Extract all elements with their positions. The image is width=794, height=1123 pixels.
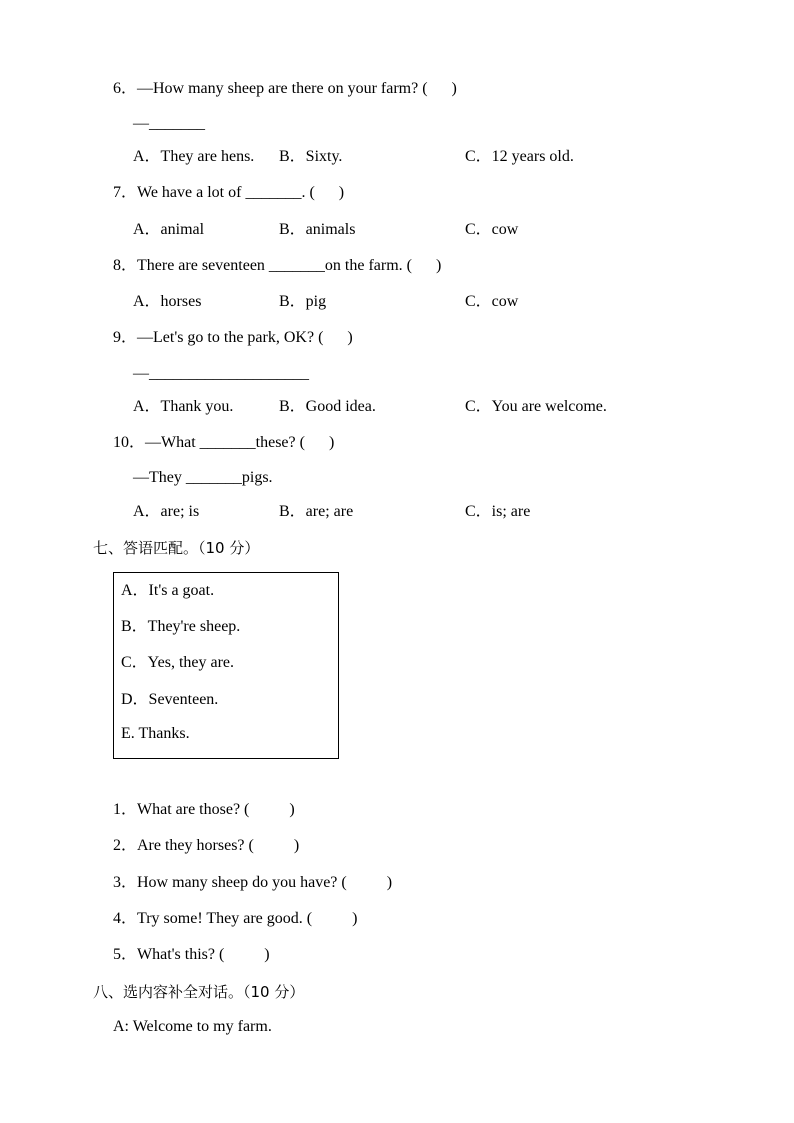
question-7-stem: 7．We have a lot of _______. ( ) [113,184,345,201]
question-9-reply: —____________________ [133,365,309,382]
question-10-stem: 10．—What _______these? ( ) [113,434,335,451]
question-9-option-b: B．Good idea. [279,398,376,415]
question-6-stem: 6．—How many sheep are there on your farm? ( ) [113,80,457,97]
question-9-option-c: C．You are welcome. [465,398,607,415]
question-9-stem: 9．—Let's go to the park, OK? ( ) [113,329,353,346]
box-option-b: B．They're sheep. [121,618,241,635]
question-8-stem: 8．There are seventeen _______on the farm. ( ) [113,257,442,274]
section-7-heading: 七、答语匹配。（10 分） [93,539,260,557]
match-item-4: 4．Try some! They are good. ( ) [113,910,358,927]
question-6-option-b: B．Sixty. [279,148,343,165]
question-7-option-c: C．cow [465,221,519,238]
question-10-option-c: C．is; are [465,503,531,520]
question-9-option-a: A．Thank you. [133,398,234,415]
question-6-option-a: A．They are hens. [133,148,255,165]
match-item-1: 1．What are those? ( ) [113,801,295,818]
dialogue-line-1: A: Welcome to my farm. [113,1018,272,1035]
box-option-d: D．Seventeen. [121,691,219,708]
match-item-2: 2．Are they horses? ( ) [113,837,300,854]
question-10-option-a: A．are; is [133,503,200,520]
box-option-c: C．Yes, they are. [121,654,235,671]
question-6-option-c: C．12 years old. [465,148,574,165]
question-8-option-b: B．pig [279,293,327,310]
match-item-3: 3．How many sheep do you have? ( ) [113,874,393,891]
question-10-option-b: B．are; are [279,503,354,520]
match-item-5: 5．What's this? ( ) [113,946,270,963]
question-7-option-b: B．animals [279,221,356,238]
box-option-a: A．It's a goat. [121,582,215,599]
question-7-option-a: A．animal [133,221,205,238]
question-10-reply: —They _______pigs. [133,469,273,486]
question-8-option-c: C．cow [465,293,519,310]
question-8-option-a: A．horses [133,293,202,310]
section-8-heading: 八、选内容补全对话。（10 分） [93,983,305,1001]
question-6-reply: —_______ [133,115,205,132]
box-option-e: E. Thanks. [121,725,190,742]
